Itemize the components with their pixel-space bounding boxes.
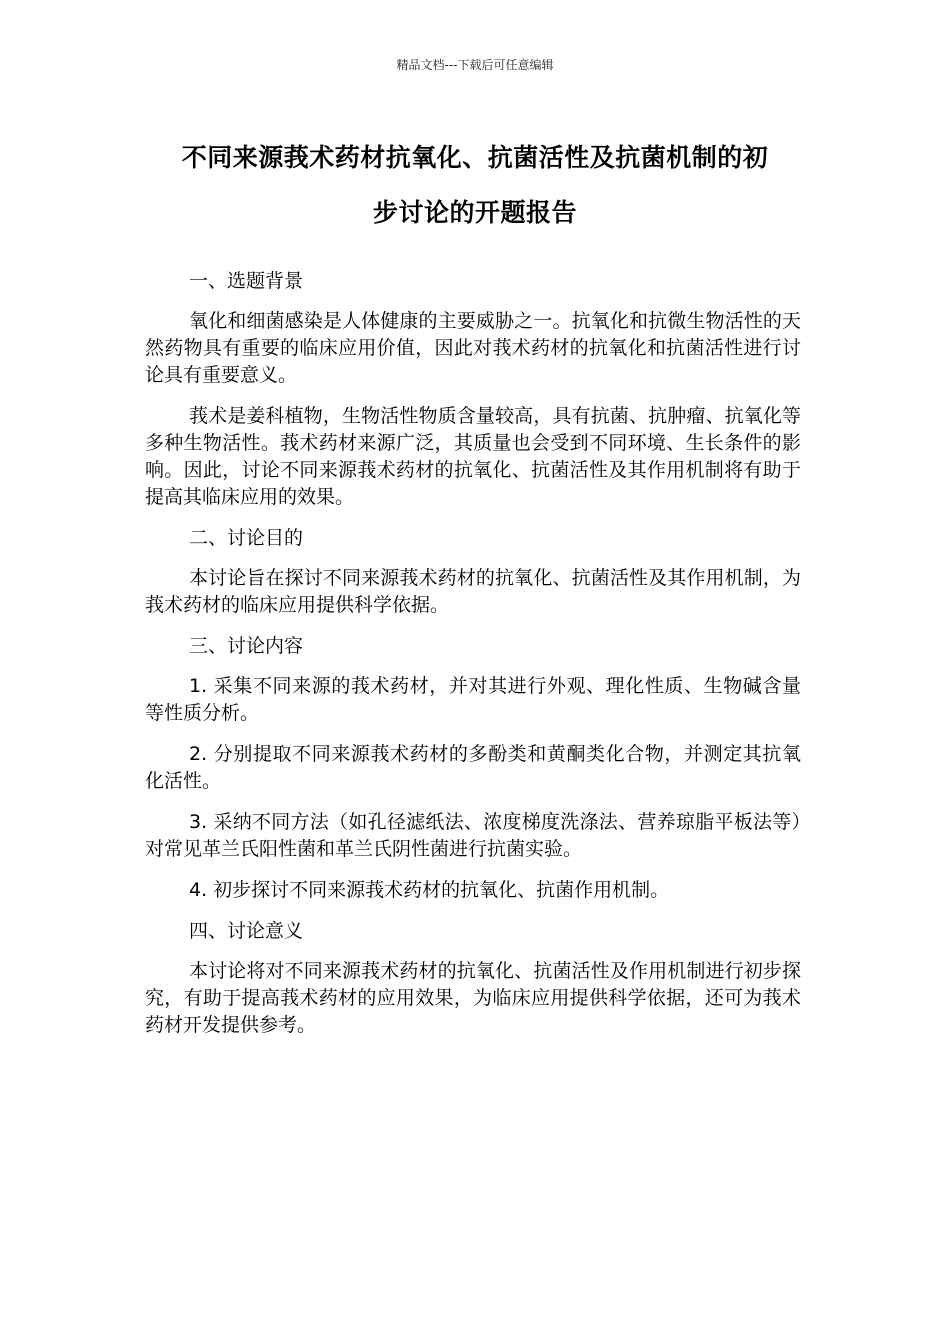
header-note: 精品文档---下载后可任意编辑 (396, 58, 554, 72)
content-item-2: 2. 分别提取不同来源莪术药材的多酚类和黄酮类化合物，并测定其抗氧化活性。 (145, 743, 801, 792)
document-body (145, 268, 801, 1053)
title-line-1: 不同来源莪术药材抗氧化、抗菌活性及抗菌机制的初 (181, 143, 769, 172)
section-heading-significance: 四、讨论意义 (189, 920, 304, 942)
significance-paragraph: 本讨论将对不同来源莪术药材的抗氧化、抗菌活性及作用机制进行初步探究，有助于提高莪术药材的应用效果，为临床应用提供科学依据，还可为莪术药材开发提供参考。 (145, 960, 801, 1036)
background-paragraph-1: 氧化和细菌感染是人体健康的主要威胁之一。抗氧化和抗微生物活性的天然药物具有重要的临床应用价值，因此对莪术药材的抗氧化和抗菌活性进行讨论具有重要意义。 (145, 310, 801, 386)
content-item-1: 1. 采集不同来源的莪术药材，并对其进行外观、理化性质、生物碱含量等性质分析。 (145, 675, 801, 724)
content-item-3: 3. 采纳不同方法（如孔径滤纸法、浓度梯度洗涤法、营养琼脂平板法等）对常见革兰氏阳性菌和革兰氏阴性菌进行抗菌实验。 (145, 811, 801, 860)
section-heading-content: 三、讨论内容 (189, 635, 304, 657)
section-heading-purpose: 二、讨论目的 (189, 527, 304, 549)
content-item-4: 4. 初步探讨不同来源莪术药材的抗氧化、抗菌作用机制。 (189, 879, 670, 901)
title-line-2: 步讨论的开题报告 (372, 198, 577, 227)
document-title (145, 130, 805, 240)
purpose-paragraph: 本讨论旨在探讨不同来源莪术药材的抗氧化、抗菌活性及其作用机制，为莪术药材的临床应用提供科学依据。 (145, 567, 801, 616)
section-heading-background: 一、选题背景 (189, 270, 304, 292)
background-paragraph-2: 莪术是姜科植物，生物活性物质含量较高，具有抗菌、抗肿瘤、抗氧化等多种生物活性。莪术药材来源广泛，其质量也会受到不同环境、生长条件的影响。因此，讨论不同来源莪术药材的抗氧化、抗菌活性及其作用机制将有助于提高其临床应用的效果。 (145, 405, 801, 508)
